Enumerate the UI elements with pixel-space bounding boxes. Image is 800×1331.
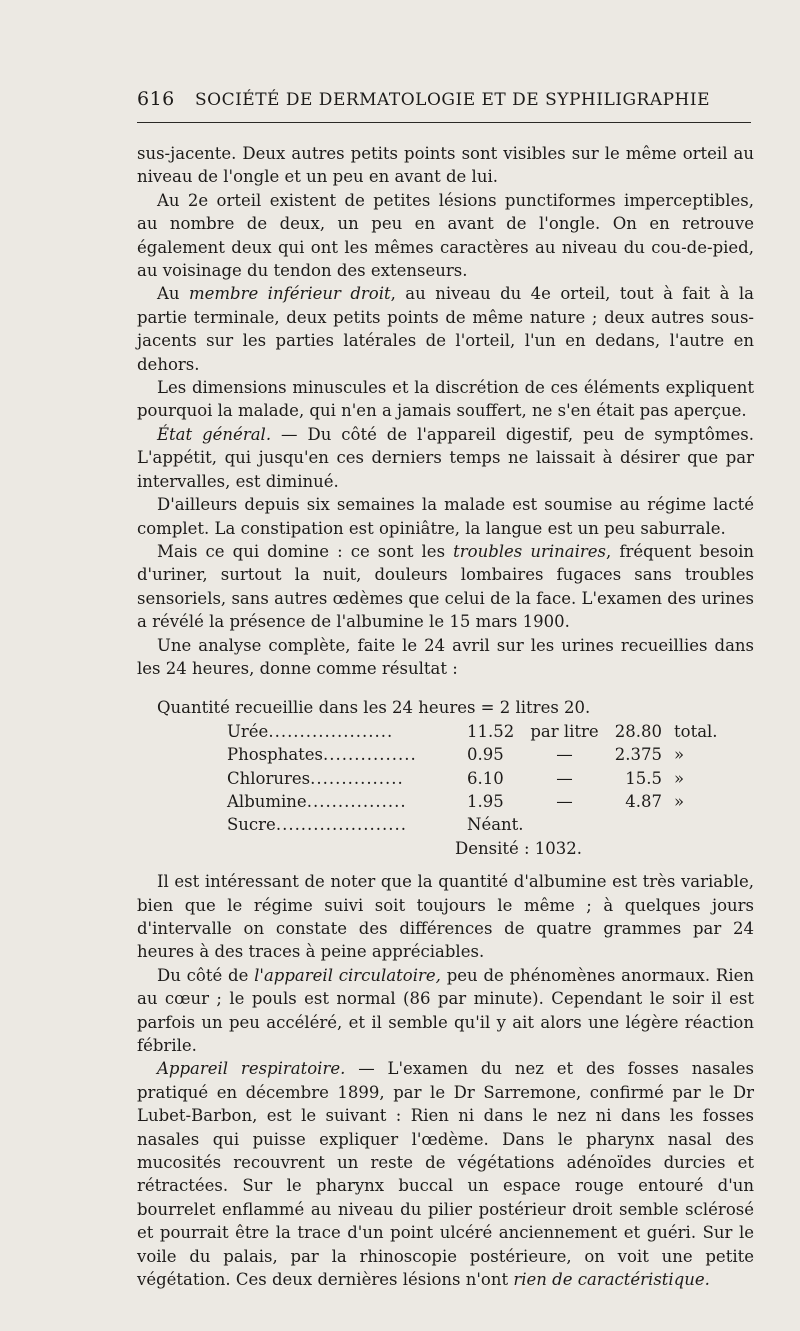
- analysis-label: [137, 720, 467, 743]
- analysis-suffix: »: [674, 791, 685, 811]
- analysis-val: 6.10: [467, 768, 504, 788]
- analysis-label: [137, 790, 467, 813]
- paragraph-rest: — L'examen du nez et des fosses nasales pratiqué en décembre 1899, par le Dr Sarremone, confirmé par le Dr Lubet-Barbon, est le suivant : Rien ni dans le nez ni dans les fosses nasales qui puisse expliquer l'œdème. Dans le pharynx nasal des mucosités recouvrent un reste de végétations adénoïdes durcies et rétractées. Sur le pharynx buccal un espace rouge entouré d'un bourrelet enflammé au niveau du pilier postérieur droit semble sclérosé et pourrait être la trace d'un point ulcéré anciennement et guéri. Sur le voile du palais, par la rhinoscopie postérieure, on voit une petite végétation. Ces deux dernières lésions n'ont: [137, 1059, 754, 1290]
- analysis-suffix: total.: [674, 721, 718, 741]
- analysis-density: Densité : 1032.: [455, 838, 583, 858]
- emphasis: membre inférieur droit: [188, 284, 391, 304]
- analysis-unit: —: [556, 745, 573, 765]
- analysis-val: 1.95: [467, 791, 504, 811]
- paragraph: [137, 282, 754, 376]
- row-label: Albumine: [227, 791, 307, 811]
- row-label: Chlorures: [227, 768, 311, 788]
- analysis-intro: Quantité recueillie dans les 24 heures = 2 litres 20.: [157, 698, 591, 718]
- analysis-row: [137, 813, 754, 836]
- analysis-label: [137, 813, 467, 836]
- paragraph: Les dimensions minuscules et la discrétion de ces éléments expliquent pourquoi la malade, qui n'en a jamais souffert, ne s'en était pas aperçue.: [137, 378, 754, 421]
- row-label: Sucre: [227, 815, 276, 835]
- paragraph-rest: — Du côté de l'appareil digestif, peu de symptômes. L'appétit, qui jusqu'en ces derniers temps ne laissait à désirer que par intervalles, est diminué.: [137, 424, 754, 491]
- page-title: SOCIÉTÉ DE DERMATOLOGIE ET DE SYPHILIGRAPHIE: [195, 90, 711, 110]
- analysis-label: [137, 767, 467, 790]
- paragraph: [137, 540, 754, 634]
- leader-dots: ................: [306, 791, 407, 811]
- analysis-suffix: »: [674, 768, 685, 788]
- analysis-row: [137, 767, 754, 790]
- analysis-suffix: [662, 813, 724, 836]
- leader-dots: ...............: [323, 745, 417, 765]
- analysis-table: [137, 696, 754, 860]
- analysis-unit: —: [556, 791, 573, 811]
- analysis-label: [137, 743, 467, 766]
- analysis-val: 11.52: [467, 721, 515, 741]
- paragraph: sus-jacente. Deux autres petits points sont visibles sur le même orteil au niveau de l'ongle et un peu en avant de lui.: [137, 144, 754, 187]
- section-heading: État général.: [157, 424, 272, 444]
- analysis-unit: par litre: [530, 721, 599, 741]
- paragraph: [137, 964, 754, 1058]
- paragraph: [137, 423, 754, 493]
- paragraph: Il est intéressant de noter que la quantité d'albumine est très variable, bien que le régime suivi soit toujours le même ; à quelques jours d'intervalle on constate des différences de quatre grammes par 24 heures à des traces à peine appréciables.: [137, 872, 754, 962]
- paragraph-rest: peu de phénomènes anormaux. Rien au cœur ; le pouls est normal (86 par minute). Cependant le soir il est parfois un peu accéléré, et il semble qu'il y ait alors une légère réaction fébrile.: [137, 965, 754, 1056]
- paragraph-lead: Au: [157, 284, 189, 304]
- paragraph-rest: , fréquent besoin d'uriner, surtout la nuit, douleurs lombaires fugaces sans troubles sensoriels, sans autres œdèmes que celui de la face. L'examen des urines a révélé la présence de l'albumine le 15 mars 1900.: [137, 541, 755, 632]
- row-label: Phosphates: [227, 745, 324, 765]
- analysis-total: 4.87: [625, 791, 662, 811]
- analysis-row: [137, 790, 754, 813]
- paragraph: Une analyse complète, faite le 24 avril sur les urines recueillies dans les 24 heures, donne comme résultat :: [137, 635, 754, 678]
- analysis-unit: [527, 813, 602, 836]
- analysis-unit: —: [556, 768, 573, 788]
- paragraph: D'ailleurs depuis six semaines la malade est soumise au régime lacté complet. La constipation est opiniâtre, la langue est un peu saburrale.: [137, 495, 754, 538]
- paragraph: Au 2e orteil existent de petites lésions punctiformes imperceptibles, au nombre de deux, un peu en avant de l'ongle. On en retrouve également deux qui ont les mêmes caractères au niveau du cou-de-pied, au voisinage du tendon des extenseurs.: [137, 190, 754, 281]
- section-heading: Appareil respiratoire.: [157, 1059, 346, 1079]
- emphasis: troubles urinaires: [453, 541, 607, 561]
- page-number: 616: [137, 88, 175, 110]
- analysis-suffix: »: [674, 745, 685, 765]
- leader-dots: ....................: [268, 721, 394, 741]
- leader-dots: .....................: [275, 815, 407, 835]
- analysis-row: [137, 720, 754, 743]
- leader-dots: ...............: [310, 768, 404, 788]
- emphasis: rien de caractéristique.: [513, 1270, 710, 1290]
- analysis-val: 0.95: [467, 745, 504, 765]
- analysis-val: Néant.: [467, 815, 524, 835]
- analysis-total: [602, 813, 662, 836]
- text-body: [137, 142, 754, 1292]
- emphasis: l'appareil circulatoire,: [254, 965, 441, 985]
- analysis-total: 15.5: [625, 768, 662, 788]
- running-head: [137, 88, 757, 110]
- row-label: Urée: [227, 721, 269, 741]
- paragraph: [137, 1057, 754, 1291]
- header-rule: [137, 122, 751, 124]
- analysis-row: [137, 743, 754, 766]
- analysis-total: 2.375: [614, 745, 662, 765]
- paragraph-lead: Du côté de: [157, 965, 255, 985]
- paragraph-rest: , au niveau du 4e orteil, tout à fait à la partie terminale, deux petits points de même nature ; deux autres sous-jacents sur les parties latérales de l'orteil, l'un en dedans, l'autre en dehors.: [137, 284, 754, 374]
- paragraph-lead: Mais ce qui domine : ce sont les: [157, 541, 454, 561]
- analysis-total: 28.80: [614, 721, 662, 741]
